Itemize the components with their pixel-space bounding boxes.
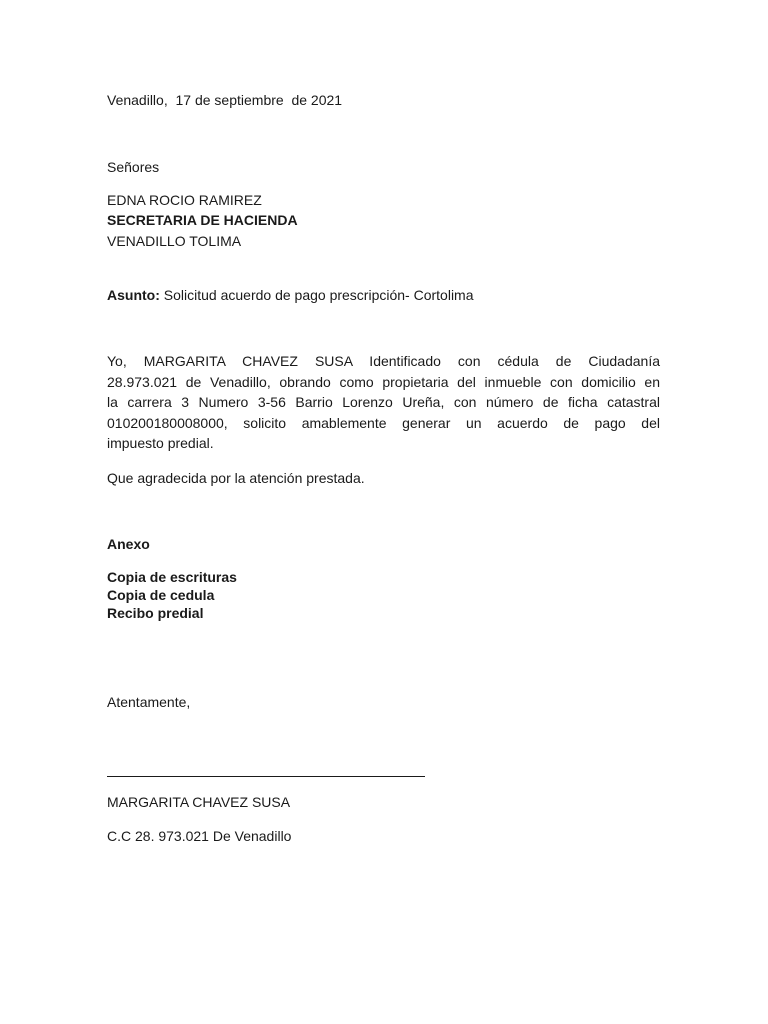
subject-line <box>107 287 474 304</box>
annex-item: Copia de escrituras <box>107 569 237 585</box>
subject-label: Asunto: <box>107 287 160 303</box>
body-line: impuesto predial. <box>107 435 214 451</box>
recipient-office: SECRETARIA DE HACIENDA <box>107 212 298 228</box>
body-line: la carrera 3 Numero 3-56 Barrio Lorenzo Ureña, con número de ficha catastral <box>107 394 660 410</box>
body-line: 28.973.021 de Venadillo, obrando como propietaria del inmueble con domicilio en <box>107 373 660 390</box>
subject-text: Solicitud acuerdo de pago prescripción- Cortolima <box>163 287 474 303</box>
signer-id: C.C 28. 973.021 De Venadillo <box>107 828 292 844</box>
body-paragraph <box>107 351 660 454</box>
signer-name: MARGARITA CHAVEZ SUSA <box>107 794 291 810</box>
salutation: Señores <box>107 159 160 175</box>
body-line: 010200180008000, solicito amablemente generar un acuerdo de pago del <box>107 414 660 431</box>
signature-line <box>107 766 425 777</box>
annex-item: Recibo predial <box>107 605 204 621</box>
annex-item: Copia de cedula <box>107 587 215 603</box>
recipient-city: VENADILLO TOLIMA <box>107 233 242 249</box>
body-line: Yo, MARGARITA CHAVEZ SUSA Identificado con cédula de Ciudadanía <box>107 353 660 369</box>
recipient-name: EDNA ROCIO RAMIREZ <box>107 192 262 208</box>
place-date: Venadillo, 17 de septiembre de 2021 <box>107 92 343 108</box>
thanks-line: Que agradecida por la atención prestada. <box>107 470 365 486</box>
annex-title: Anexo <box>107 536 150 552</box>
closing: Atentamente, <box>107 694 191 710</box>
